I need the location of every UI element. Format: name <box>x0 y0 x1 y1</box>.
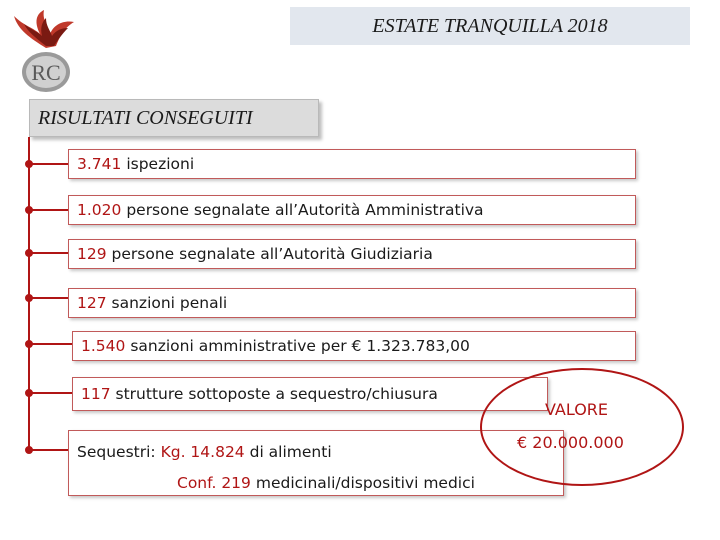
result-text: strutture sottoposte a sequestro/chiusura <box>115 385 438 403</box>
result-number: 127 <box>77 294 107 312</box>
svg-text:RC: RC <box>31 60 61 85</box>
seizures-food-text: di alimenti <box>249 443 332 461</box>
page-title: ESTATE TRANQUILLA 2018 <box>290 7 690 45</box>
result-text: sanzioni penali <box>111 294 228 312</box>
result-text: persone segnalate all’Autorità Giudiziaria <box>111 245 433 263</box>
result-administrative-sanctions <box>72 331 636 361</box>
seizures-med-qty: Conf. 219 <box>177 474 251 492</box>
result-number: 129 <box>77 245 107 263</box>
section-title: RISULTATI CONSEGUITI <box>29 99 319 137</box>
carabinieri-logo <box>10 8 82 94</box>
result-judicial-reports <box>68 239 636 269</box>
value-label: VALORE <box>545 400 609 419</box>
result-number: 1.540 <box>81 337 126 355</box>
result-number: 117 <box>81 385 111 403</box>
result-number: 1.020 <box>77 201 122 219</box>
result-administrative-reports <box>68 195 636 225</box>
seizures-med-text: medicinali/dispositivi medici <box>255 474 475 492</box>
result-text: sanzioni amministrative per € 1.323.783,00 <box>130 337 470 355</box>
value-amount: € 20.000.000 <box>517 433 624 452</box>
result-text: ispezioni <box>126 155 195 173</box>
result-number: 3.741 <box>77 155 122 173</box>
result-seized-structures <box>72 377 548 411</box>
seizures-food-qty: Kg. 14.824 <box>160 443 245 461</box>
result-text: persone segnalate all’Autorità Amministrativa <box>126 201 484 219</box>
value-highlight-oval <box>480 368 684 486</box>
result-inspections <box>68 149 636 179</box>
result-criminal-sanctions <box>68 288 636 318</box>
seizures-prefix: Sequestri: <box>77 443 156 461</box>
